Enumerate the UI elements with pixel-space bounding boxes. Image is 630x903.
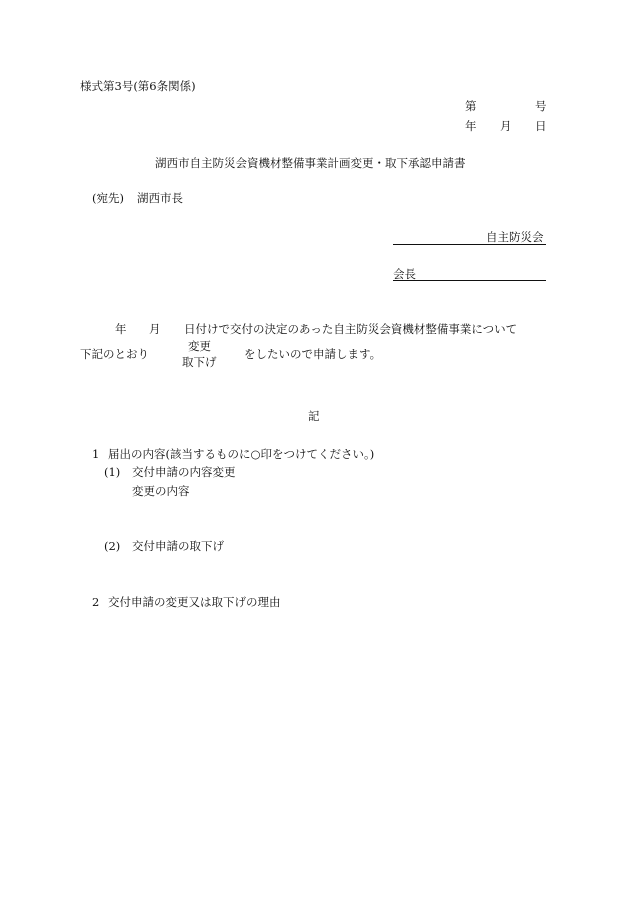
body-date-month: 月 — [149, 322, 161, 336]
chair-name-line — [393, 280, 546, 281]
chair-label: 会長 — [393, 267, 416, 281]
item2-text: 交付申請の変更又は取下げの理由 — [108, 595, 281, 609]
item1-number: 1 — [92, 447, 100, 461]
body-line1-text: 日付けで交付の決定のあった自主防災会資機材整備事業について — [184, 322, 518, 336]
body-date-year: 年 — [115, 322, 127, 336]
organization-label: 自主防災会 — [486, 230, 544, 244]
sub1-detail-label: 変更の内容 — [132, 484, 190, 498]
sub2-number: (2) — [104, 539, 121, 553]
option-change: 変更 — [188, 339, 211, 353]
document-number-suffix: 号 — [535, 99, 547, 113]
sub1-text: 交付申請の内容変更 — [132, 465, 236, 479]
date-year: 年 — [465, 119, 477, 133]
item1-text: 届出の内容(該当するものに○印をつけてください。) — [108, 447, 375, 461]
item2-number: 2 — [92, 595, 100, 609]
option-withdraw: 取下げ — [182, 355, 217, 369]
ki-heading: 記 — [308, 409, 320, 423]
form-number-label: 様式第3号(第6条関係) — [80, 79, 196, 93]
addressee-label: (宛先) — [92, 191, 124, 205]
date-day: 日 — [535, 119, 547, 133]
document-number-prefix: 第 — [465, 99, 477, 113]
body-line2-prefix: 下記のとおり — [80, 347, 149, 361]
sub1-number: (1) — [104, 465, 121, 479]
date-month: 月 — [500, 119, 512, 133]
organization-name-line — [393, 244, 546, 245]
body-line2-suffix: をしたいので申請します。 — [244, 347, 382, 361]
sub2-text: 交付申請の取下げ — [132, 539, 224, 553]
document-title: 湖西市自主防災会資機材整備事業計画変更・取下承認申請書 — [155, 156, 466, 170]
addressee-name: 湖西市長 — [137, 191, 183, 205]
